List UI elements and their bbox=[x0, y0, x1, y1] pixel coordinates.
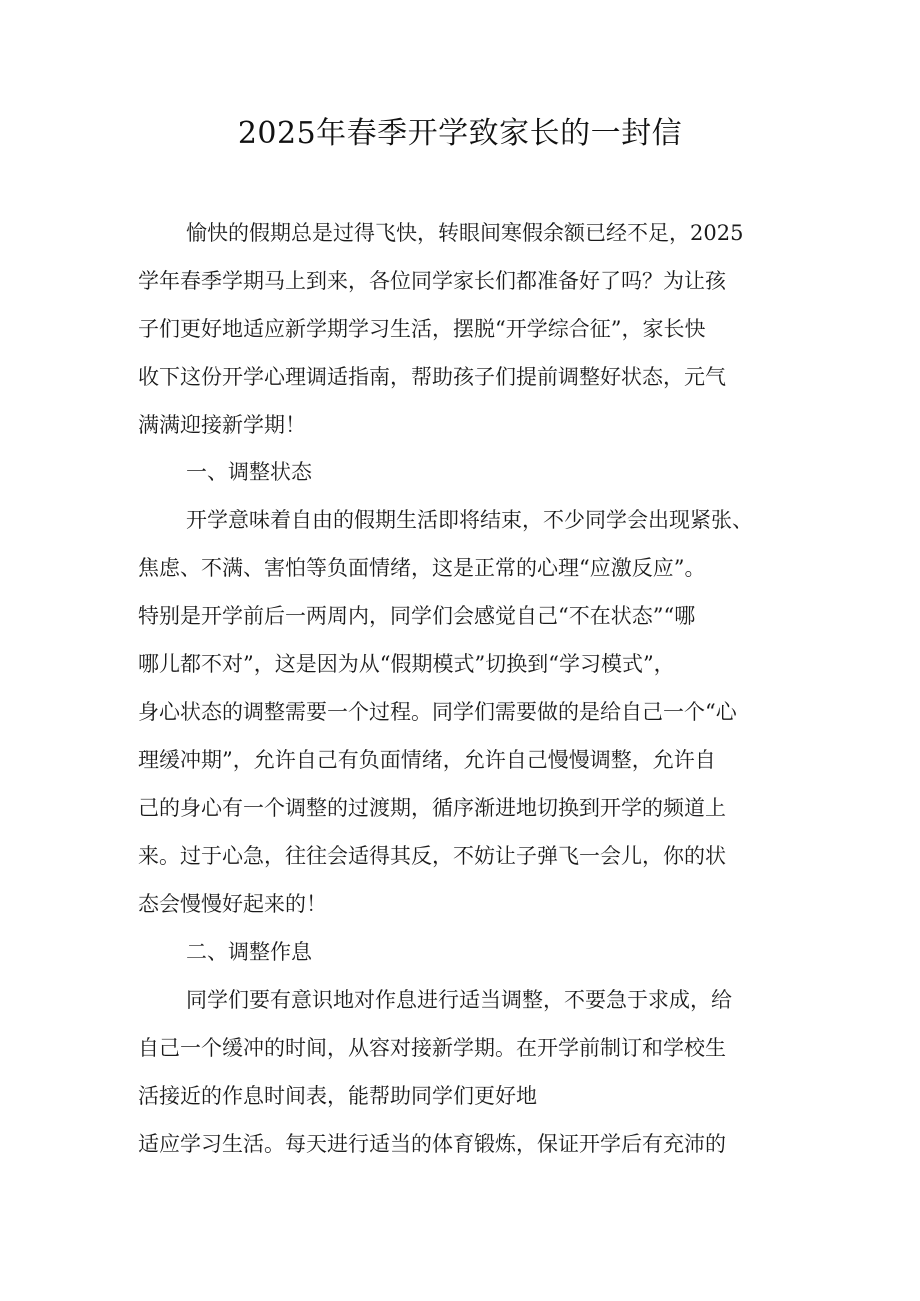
paragraph-2-line-7: 己的身心有一个调整的过渡期，循序渐进地切换到开学的频道上 bbox=[138, 796, 726, 820]
paragraph-2-line-2: 焦虑、不满、害怕等负面情绪，这是正常的心理“应激反应”。 bbox=[138, 556, 706, 580]
section-heading-2: 二、调整作息 bbox=[186, 940, 312, 964]
paragraph-2-line-4: 哪儿都不对”，这是因为从“假期模式”切换到“学习模式”， bbox=[138, 652, 675, 676]
paragraph-1-line-4: 收下这份开学心理调适指南，帮助孩子们提前调整好状态，元气 bbox=[138, 365, 726, 389]
paragraph-2-line-1: 开学意味着自由的假期生活即将结束，不少同学会出现紧张、 bbox=[186, 508, 753, 532]
paragraph-2-line-8: 来。过于心急，往往会适得其反，不妨让子弹飞一会儿，你的状 bbox=[138, 844, 726, 868]
paragraph-1-line-3: 子们更好地适应新学期学习生活，摆脱“开学综合征”，家长快 bbox=[138, 317, 706, 341]
paragraph-3-line-1: 同学们要有意识地对作息进行适当调整，不要急于求成，给 bbox=[186, 988, 732, 1012]
paragraph-3-line-2: 自己一个缓冲的时间，从容对接新学期。在开学前制订和学校生 bbox=[138, 1036, 726, 1060]
paragraph-3-line-3: 活接近的作息时间表，能帮助同学们更好地 bbox=[138, 1084, 537, 1108]
paragraph-1-line-2: 学年春季学期马上到来，各位同学家长们都准备好了吗？为让孩 bbox=[138, 269, 726, 293]
section-heading-1: 一、调整状态 bbox=[186, 460, 312, 484]
document-title: 2025年春季开学致家长的一封信 bbox=[237, 116, 683, 151]
paragraph-3-line-4: 适应学习生活。每天进行适当的体育锻炼，保证开学后有充沛的 bbox=[138, 1132, 726, 1156]
paragraph-2-line-3: 特别是开学前后一两周内，同学们会感觉自己“不在状态”“哪 bbox=[138, 604, 696, 628]
paragraph-2-line-6: 理缓冲期”，允许自己有负面情绪，允许自己慢慢调整，允许自 bbox=[138, 748, 716, 772]
paragraph-2-line-9: 态会慢慢好起来的！ bbox=[138, 892, 327, 916]
paragraph-2-line-5: 身心状态的调整需要一个过程。同学们需要做的是给自己一个“心 bbox=[138, 700, 737, 724]
paragraph-1-line-5: 满满迎接新学期！ bbox=[138, 413, 306, 437]
paragraph-1-line-1: 愉快的假期总是过得飞快，转眼间寒假余额已经不足，2025 bbox=[186, 221, 744, 245]
